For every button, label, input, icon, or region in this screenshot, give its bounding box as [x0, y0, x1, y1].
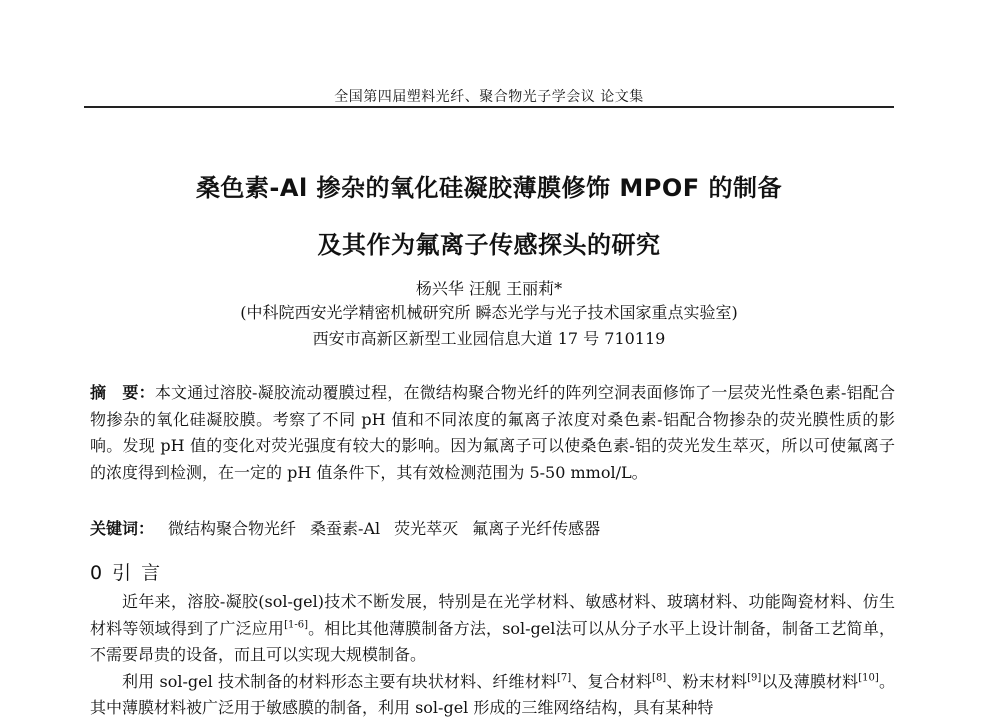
keyword-item: 微结构聚合物光纤 — [168, 519, 297, 538]
title-line-2: 及其作为氟离子传感探头的研究 — [317, 231, 661, 259]
abstract — [90, 380, 895, 486]
keyword-item: 氟离子光纤传感器 — [472, 519, 601, 538]
paragraph-text: 、复合材料 — [571, 671, 653, 691]
citation: [9] — [747, 672, 762, 684]
keywords-label: 关键词： — [90, 519, 155, 538]
citation: [7] — [557, 672, 572, 684]
abstract-label: 摘 要： — [90, 383, 155, 402]
section-number: 0 — [90, 562, 105, 584]
affiliation-line-1: (中科院西安光学精密机械研究所 瞬态光学与光子技术国家重点实验室) — [240, 303, 738, 322]
section-heading — [90, 558, 162, 585]
paragraph-text: 。相比其他薄膜制备方法，sol-gel法可以从分子水平上设计制备，制备工艺简单，不需要昂贵的设备，而且可以实现大规模制备。 — [90, 618, 895, 664]
citation: [1-6] — [284, 619, 308, 631]
paragraph-text: 近年来，溶胶-凝胶(sol-gel)技术不断发展，特别是在光学材料、敏感材料、玻璃材料、功能陶瓷材料、仿生材料等领域得到了广泛应用 — [90, 592, 895, 638]
paragraph-2 — [90, 669, 895, 722]
paragraph-text: 、粉末材料 — [666, 671, 748, 691]
section-title: 引 言 — [112, 562, 163, 584]
citation: [10] — [858, 672, 879, 684]
affiliation-line-2: 西安市高新区新型工业园信息大道 17 号 710119 — [312, 329, 666, 348]
paragraph-text: 以及薄膜材料 — [761, 671, 859, 691]
paragraph-text: 利用 sol-gel 技术制备的材料形态主要有块状材料、纤维材料 — [122, 671, 557, 691]
header-rule — [84, 106, 894, 108]
authors: 杨兴华 汪舰 王丽莉* — [415, 279, 563, 298]
paragraph-text: 。其中薄膜材料被广泛用于敏感膜的制备，利用 sol-gel 形成的三维网络结构，具有某种特 — [90, 671, 895, 717]
citation: [8] — [652, 672, 667, 684]
running-head: 全国第四届塑料光纤、聚合物光子学会议 论文集 — [334, 89, 644, 105]
keywords — [90, 516, 895, 539]
abstract-text: 本文通过溶胶-凝胶流动覆膜过程，在微结构聚合物光纤的阵列空洞表面修饰了一层荧光性桑色素-铝配合物掺杂的氧化硅凝胶膜。考察了不同 pH 值和不同浓度的氟离子浓度对桑色素-铝配合物掺杂的荧光膜性质的影响。发现 pH 值的变化对荧光强度有较大的影响。因为氟离子可以使桑色素-铝的荧光发生萃灭，所以可使氟离子的浓度得到检测，在一定的 pH 值条件下，其有效检测范围为 5-50 mmol/L。 — [90, 383, 895, 482]
paragraph-1 — [90, 589, 895, 669]
body-text — [90, 589, 895, 722]
keyword-item: 桑蚕素-Al — [310, 519, 381, 538]
keyword-item: 荧光萃灭 — [394, 519, 459, 538]
title-line-1: 桑色素-Al 掺杂的氧化硅凝胶薄膜修饰 MPOF 的制备 — [195, 174, 783, 202]
